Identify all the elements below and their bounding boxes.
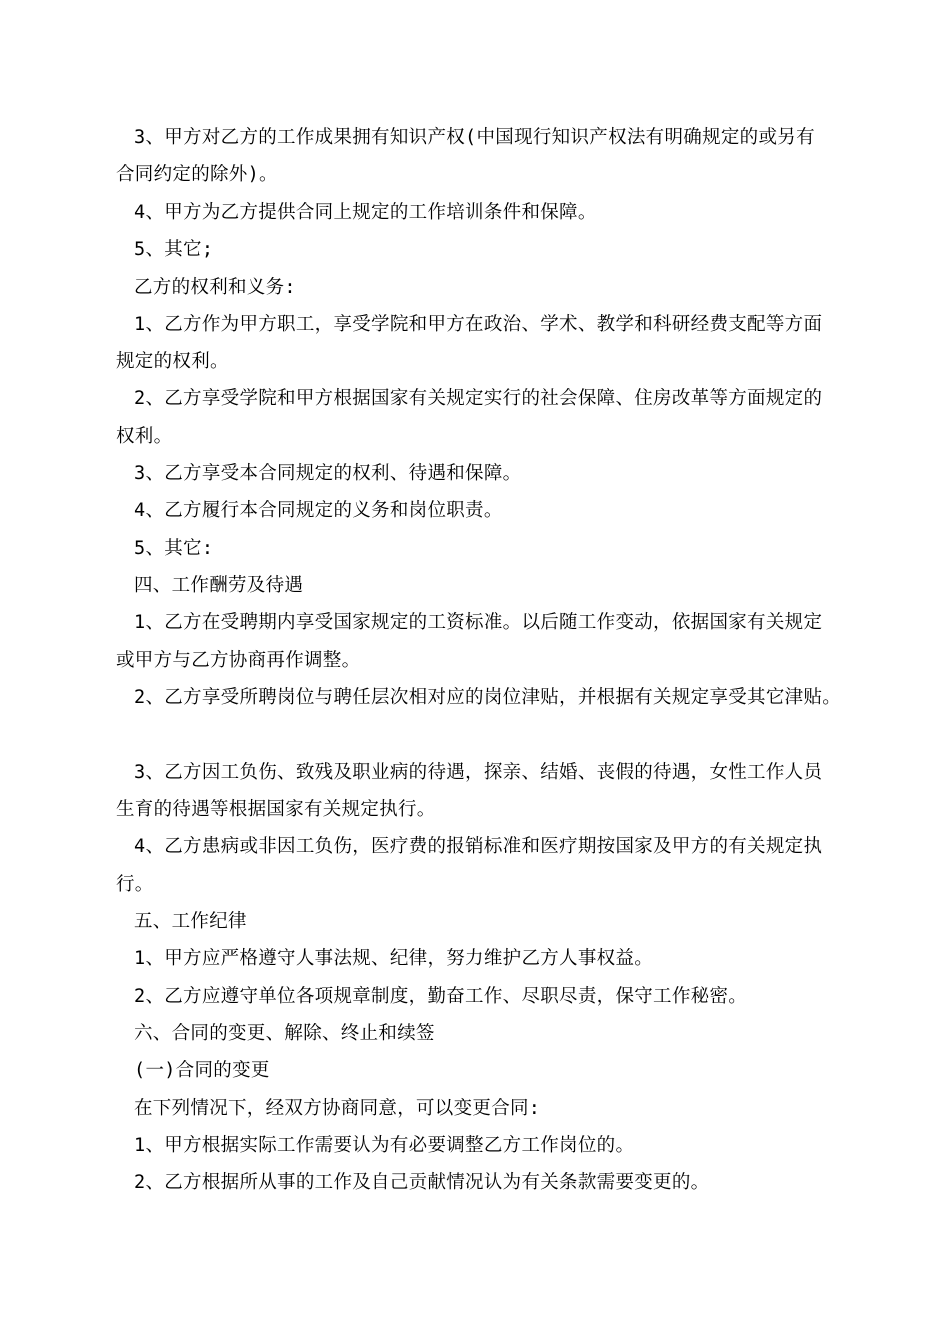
- clause-3-injury: 3、乙方因工负伤、致残及职业病的待遇，探亲、结婚、丧假的待遇，女性工作人员: [134, 762, 823, 783]
- clause-4-duties: 4、乙方履行本合同规定的义务和岗位职责。: [134, 500, 503, 521]
- clause-1-salary: 1、乙方在受聘期内享受国家规定的工资标准。以后随工作变动，依据国家有关规定: [134, 612, 823, 633]
- clause-5-other: 5、其它;: [134, 239, 214, 260]
- heading-section-6: 六、合同的变更、解除、终止和续签: [134, 1023, 435, 1044]
- clause-2-discipline-b: 2、乙方应遵守单位各项规章制度，勤奋工作、尽职尽责，保守工作秘密。: [134, 986, 748, 1007]
- clause-4-medical: 4、乙方患病或非因工负伤，医疗费的报销标准和医疗期按国家及甲方的有关规定执: [134, 836, 823, 857]
- clause-3-contract-rights: 3、乙方享受本合同规定的权利、待遇和保障。: [134, 463, 522, 484]
- change-conditions-intro: 在下列情况下，经双方协商同意，可以变更合同:: [134, 1098, 541, 1119]
- clause-2-social-security: 2、乙方享受学院和甲方根据国家有关规定实行的社会保障、住房改革等方面规定的: [134, 388, 823, 409]
- change-condition-2: 2、乙方根据所从事的工作及自己贡献情况认为有关条款需要变更的。: [134, 1172, 710, 1193]
- clause-5-other-b: 5、其它:: [134, 538, 214, 559]
- clause-4-training: 4、甲方为乙方提供合同上规定的工作培训条件和保障。: [134, 202, 597, 223]
- subheading-change: (一)合同的变更: [134, 1060, 270, 1081]
- clause-1-discipline-a: 1、甲方应严格遵守人事法规、纪律，努力维护乙方人事权益。: [134, 948, 654, 969]
- clause-1-salary-cont: 或甲方与乙方协商再作调整。: [116, 650, 361, 671]
- clause-2-allowance: 2、乙方享受所聘岗位与聘任层次相对应的岗位津贴，并根据有关规定享受其它津贴。: [134, 687, 842, 708]
- clause-3-ip-rights-cont: 合同约定的除外)。: [116, 164, 278, 185]
- heading-section-4: 四、工作酬劳及待遇: [134, 575, 304, 596]
- heading-party-b-rights: 乙方的权利和义务:: [134, 277, 296, 298]
- clause-3-injury-cont: 生育的待遇等根据国家有关规定执行。: [116, 799, 436, 820]
- heading-section-5: 五、工作纪律: [134, 911, 247, 932]
- clause-1-b-rights-cont: 规定的权利。: [116, 351, 229, 372]
- clause-1-b-rights: 1、乙方作为甲方职工，享受学院和甲方在政治、学术、教学和科研经费支配等方面: [134, 314, 823, 335]
- clause-2-social-security-cont: 权利。: [116, 426, 173, 447]
- clause-4-medical-cont: 行。: [116, 874, 154, 895]
- change-condition-1: 1、甲方根据实际工作需要认为有必要调整乙方工作岗位的。: [134, 1135, 635, 1156]
- clause-3-ip-rights: 3、甲方对乙方的工作成果拥有知识产权(中国现行知识产权法有明确规定的或另有: [134, 127, 815, 148]
